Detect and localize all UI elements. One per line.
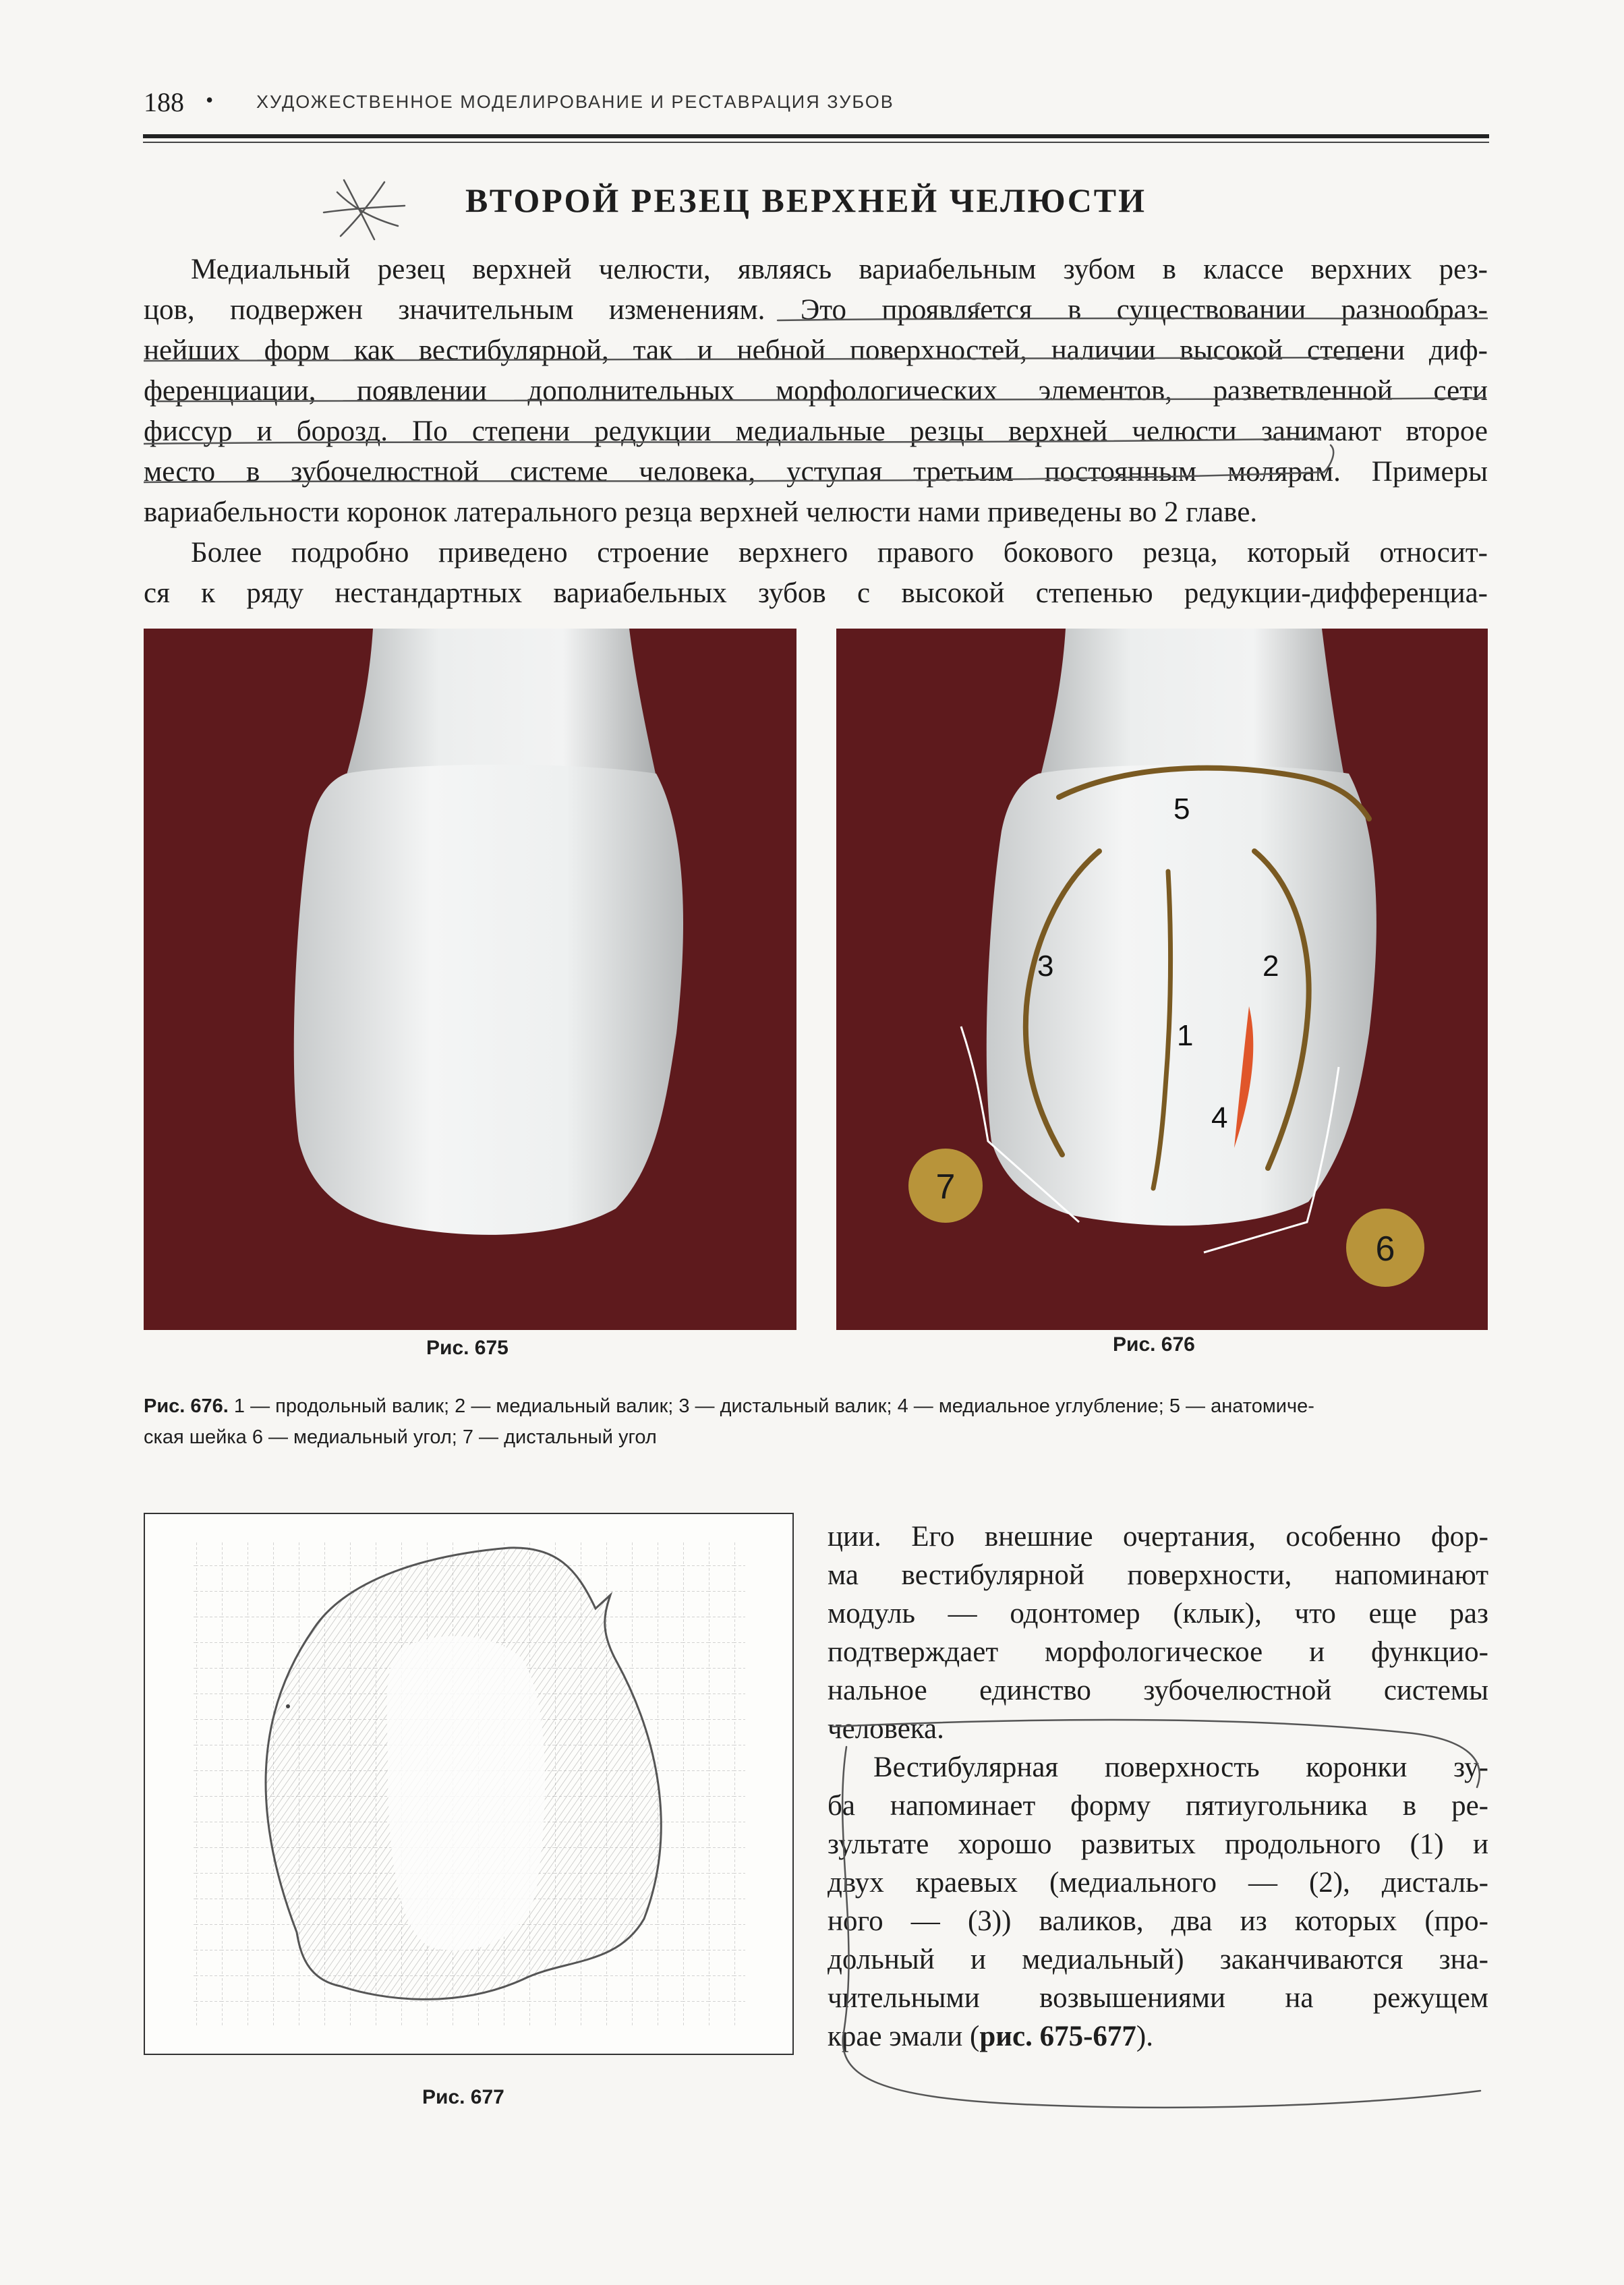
legend-line-1	[144, 1391, 1488, 1422]
paragraph-line: ного — (3)) валиков, два из которых (про-	[828, 1905, 1488, 1937]
paragraph-text: ).	[1136, 2021, 1153, 2052]
figure-676-label: Рис. 676	[1113, 1333, 1195, 1356]
marker-2: 2	[1263, 950, 1279, 983]
figure-676-legend	[144, 1391, 1488, 1453]
figure-677-label: Рис. 677	[422, 2086, 504, 2108]
paragraph-line: модуль — одонтомер (клык), что еще раз	[828, 1598, 1488, 1629]
figure-675-label: Рис. 675	[426, 1337, 509, 1359]
paragraph-line: чительными возвышениями на режущем	[828, 1982, 1488, 2014]
paragraph-line: место в зубочелюстной системе человека, уступая третьим постоянным молярам. Примеры	[144, 456, 1488, 488]
paragraph-line: Медиальный резец верхней челюсти, являясь вариабельным зубом в классе верхних рез-	[191, 254, 1488, 285]
header-rule-thick	[143, 134, 1489, 138]
handwritten-enclosure	[819, 1700, 1494, 2131]
page-number: 188	[144, 87, 184, 117]
paragraph-line: зультате хорошо развитых продольного (1) и	[828, 1828, 1488, 1860]
paragraph-line: ции. Его внешние очертания, особенно фор-	[828, 1521, 1488, 1553]
legend-line-1-text: 1 — продольный валик; 2 — медиальный валик; 3 — дистальный валик; 4 — медиальное углубление; 5 — анатомиче-	[228, 1395, 1314, 1417]
marker-3: 3	[1037, 950, 1054, 983]
handwritten-underlines	[144, 250, 1488, 533]
marker-4: 4	[1211, 1101, 1228, 1134]
header-rule-thin	[143, 142, 1489, 143]
paragraph-line: нальное единство зубочелюстной системы	[828, 1675, 1488, 1706]
legend-line-2: ская шейка 6 — медиальный угол; 7 — дистальный угол	[144, 1426, 657, 1448]
badge-6: 6	[1375, 1230, 1395, 1269]
legend-prefix: Рис. 676.	[144, 1395, 229, 1417]
badge-7: 7	[935, 1167, 956, 1207]
running-title: ХУДОЖЕСТВЕННОЕ МОДЕЛИРОВАНИЕ И РЕСТАВРАЦИЯ ЗУБОВ	[256, 92, 894, 112]
paragraph-line: Вестибулярная поверхность коронки зу-	[873, 1752, 1488, 1783]
paragraph-line: ба напоминает форму пятиугольника в ре-	[828, 1790, 1488, 1822]
paragraph-line: двух краевых (медиального — (2), дисталь-	[828, 1867, 1488, 1899]
paragraph-line: человека.	[828, 1713, 944, 1745]
paragraph-line: ся к ряду нестандартных вариабельных зубов с высокой степенью редукции-дифференциа-	[144, 577, 1488, 609]
paragraph-line: подтверждает морфологическое и функцио-	[828, 1636, 1488, 1668]
paragraph-line: дольный и медиальный) заканчиваются зна-	[828, 1944, 1488, 1975]
paragraph-line: ференциации, появлении дополнительных морфологических элементов, разветвленной сети	[144, 375, 1488, 407]
header-bullet: •	[206, 88, 214, 112]
figure-reference: рис. 675-677	[979, 2021, 1136, 2052]
paragraph-text: крае эмали (	[828, 2021, 980, 2052]
figure-675-photo	[144, 629, 796, 1330]
figure-677-drawing	[144, 1513, 794, 2055]
paragraph-2	[144, 533, 1488, 614]
marker-5: 5	[1173, 792, 1190, 826]
handwritten-star-mark	[317, 172, 411, 246]
paragraph-line: нейших форм как вестибулярной, так и небной поверхностей, наличии высокой степени диф-	[144, 335, 1488, 366]
paragraph-line: цов, подвержен значительным изменениям. Это проявляется в существовании разнообраз-	[144, 294, 1488, 326]
marker-1: 1	[1177, 1019, 1194, 1052]
figure-676-photo	[836, 629, 1488, 1330]
paragraph-line: вариабельности коронок латерального резца верхней челюсти нами приведены во 2 главе.	[144, 496, 1258, 528]
paragraph-line: фиссур и борозд. По степени редукции медиальные резцы верхней челюсти занимают второе	[144, 415, 1488, 447]
paragraph-line: Более подробно приведено строение верхнего правого бокового резца, который относит-	[191, 537, 1488, 569]
paragraph-line: ма вестибулярной поверхности, напоминают	[828, 1559, 1488, 1591]
section-title: ВТОРОЙ РЕЗЕЦ ВЕРХНЕЙ ЧЕЛЮСТИ	[465, 181, 1147, 219]
